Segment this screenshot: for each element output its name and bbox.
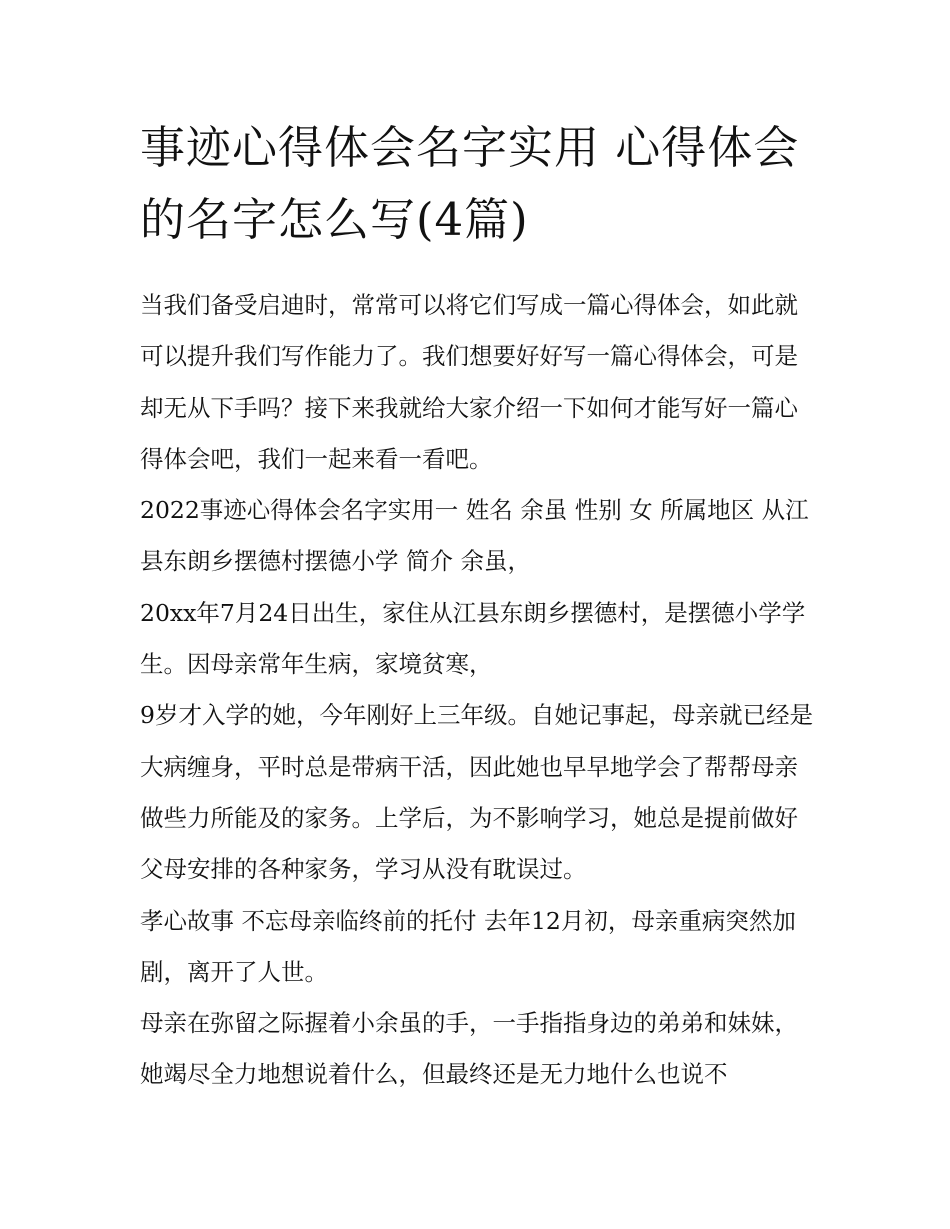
document-body [140,280,820,1101]
paragraph-childhood: 9岁才入学的她，今年刚好上三年级。自她记事起，母亲就已经是大病缠身，平时总是带病干活，因此她也早早地学会了帮帮母亲做些力所能及的家务。上学后，为不影响学习，她总是提前做好父母安排的各种家务，学习从没有耽误过。 [140,701,813,884]
paragraph-intro: 当我们备受启迪时，常常可以将它们写成一篇心得体会，如此就可以提升我们写作能力了。我们想要好好写一篇心得体会，可是却无从下手吗？接下来我就给大家介绍一下如何才能写好一篇心得体会吧，我们一起来看一看吧。 [140,291,798,473]
paragraph-profile: 2022事迹心得体会名字实用一 姓名 余虽 性别 女 所属地区 从江县东朗乡摆德村摆德小学 简介 余虽， [140,496,809,576]
document-title: 事迹心得体会名字实用 心得体会的名字怎么写(4篇) [140,121,800,246]
paragraph-story-heading: 孝心故事 不忘母亲临终前的托付 去年12月初，母亲重病突然加剧，离开了人世。 [140,906,796,986]
paragraph-birth: 20xx年7月24日出生，家住从江县东朗乡摆德村，是摆德小学学生。因母亲常年生病，家境贫寒， [140,598,806,679]
paragraph-mother: 母亲在弥留之际握着小余虽的手，一手指指身边的弟弟和妹妹，她竭尽全力地想说着什么，但最终还是无力地什么也说不 [140,1009,798,1089]
